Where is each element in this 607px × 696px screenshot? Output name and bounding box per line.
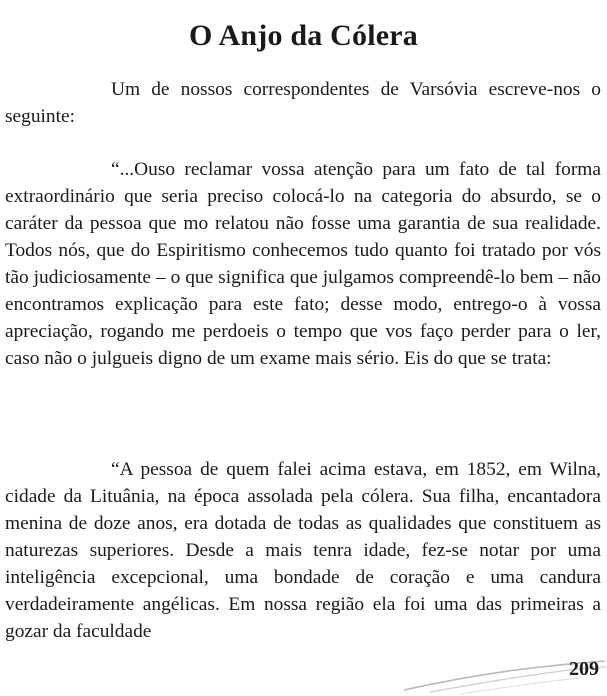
paragraph-letter-opening: “...Ouso reclamar vossa atenção para um fato de tal forma extraordinário que seria preciso colocá-lo na categoria do absurdo, se o caráter da pessoa que mo relatou não fosse uma garantia de sua realidade. Todos nós, que do Espiritismo conhecemos tudo quanto foi tratado por vós tão judiciosamente – o que significa que julgamos compreendê-lo bem – não encontramos explicação para este fato; desse modo, entrego-o à vossa apreciação, rogando me perdoeis o tempo que vos faço perder para o ler, caso não o julgueis digno de um exame mais sério. Eis do que se trata:	[5, 159, 601, 369]
page-title: O Anjo da Cólera	[188, 19, 419, 52]
page-number: 209	[569, 658, 599, 680]
paragraph-letter-story: “A pessoa de quem falei acima estava, em 1852, em Wilna, cidade da Lituânia, na época assolada pela cólera. Sua filha, encantadora menina de doze anos, era dotada de todas as qualidades que constituem as naturezas superiores. Desde a mais tenra idade, fez-se notar por uma inteligência excepcional, uma bondade de coração e uma candura verdadeiramente angélicas. Em nossa região ela foi uma das primeiras a gozar da faculdade	[5, 459, 601, 642]
paragraph-intro: Um de nossos correspondentes de Varsóvia escreve-nos o seguinte:	[5, 79, 601, 127]
